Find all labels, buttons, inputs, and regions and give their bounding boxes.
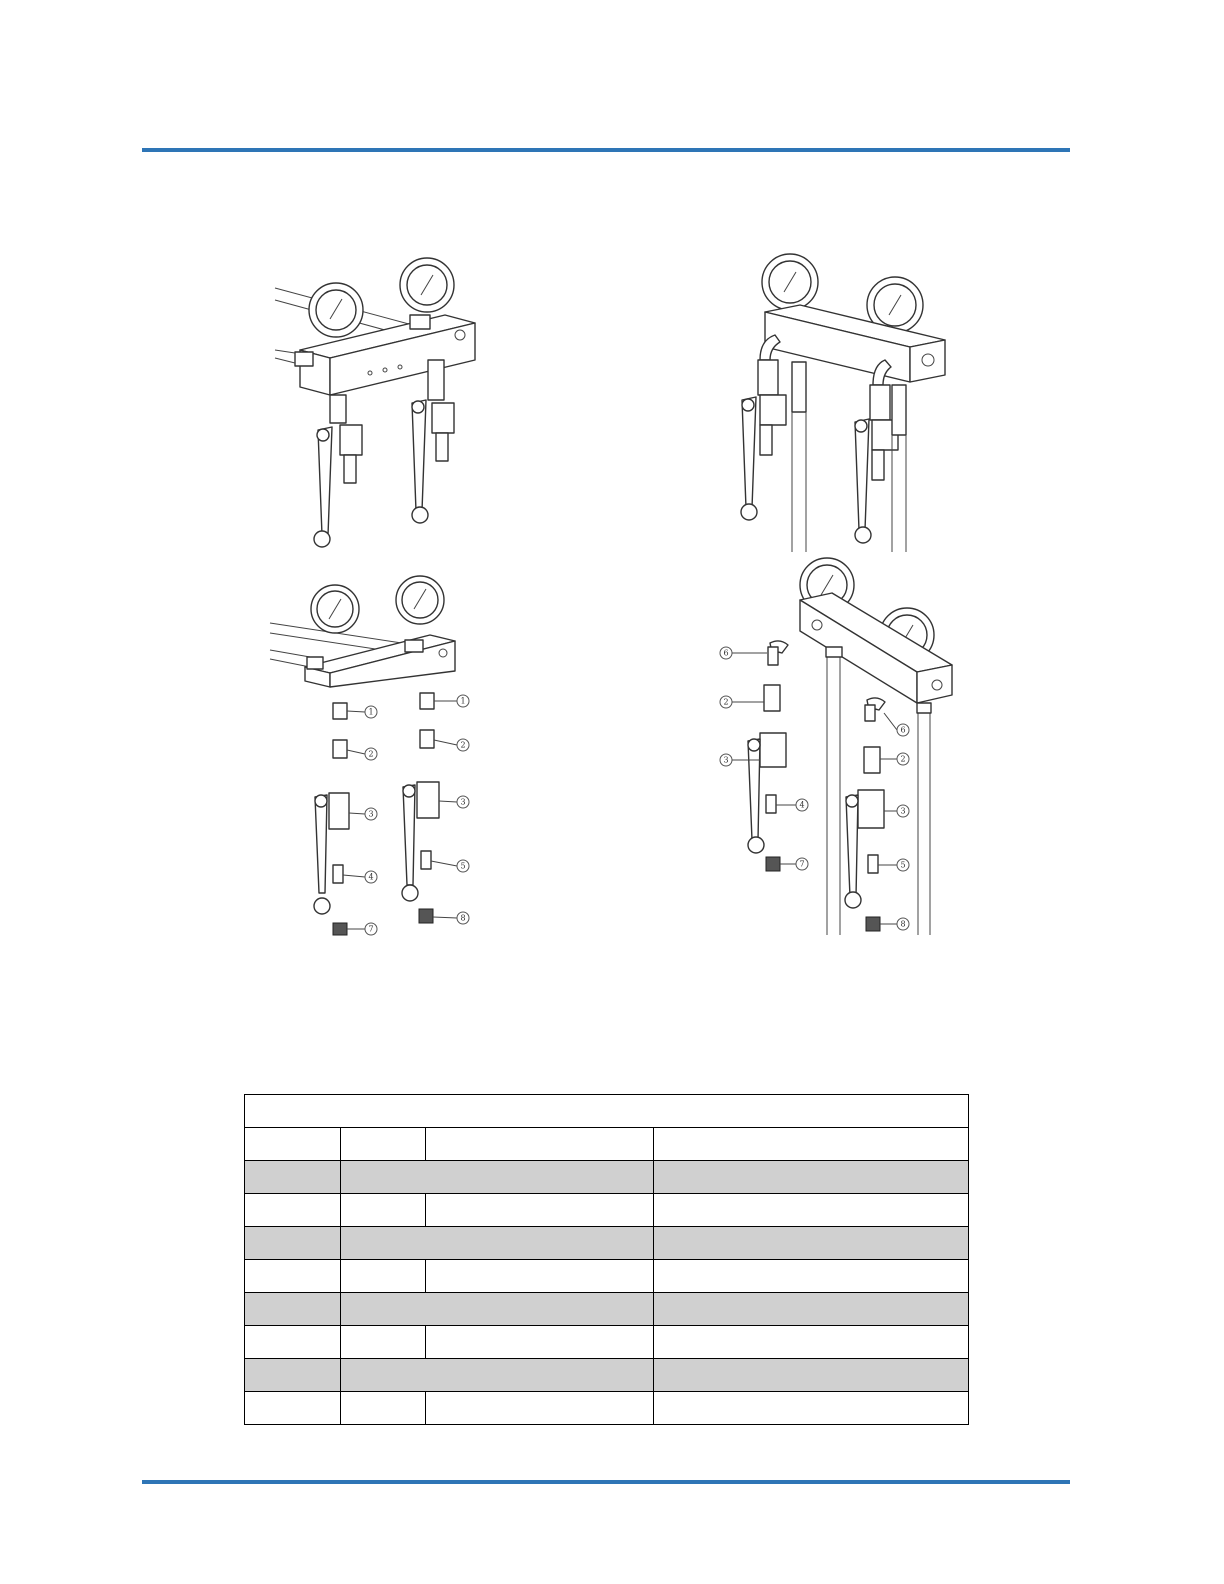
callout-label: 7 <box>799 859 805 869</box>
table-cell <box>426 1260 654 1293</box>
table-cell <box>654 1359 969 1392</box>
table-section-row <box>245 1293 969 1326</box>
exploded-column-right <box>402 693 439 923</box>
table-cell <box>654 1161 969 1194</box>
table-row <box>245 1128 969 1161</box>
table-cell <box>341 1392 426 1425</box>
table-cell <box>341 1194 426 1227</box>
callout-label: 1 <box>368 707 374 717</box>
table-cell <box>245 1359 341 1392</box>
table-cell <box>654 1326 969 1359</box>
table-cell <box>426 1128 654 1161</box>
figure-manifold-rear-exploded <box>712 555 957 940</box>
table-row <box>245 1326 969 1359</box>
header-rule <box>142 148 1070 152</box>
callout-label: 5 <box>900 860 906 870</box>
table-cell <box>341 1293 654 1326</box>
table-cell <box>245 1293 341 1326</box>
table-cell <box>654 1260 969 1293</box>
callout-label: 8 <box>460 913 466 923</box>
callout-label: 2 <box>460 740 466 750</box>
figure-manifold-rear-assembled <box>730 250 960 555</box>
table-cell <box>654 1128 969 1161</box>
callout-label: 7 <box>368 924 374 934</box>
table-cell <box>245 1392 341 1425</box>
callout-label: 2 <box>368 749 374 759</box>
callout-label: 3 <box>368 809 374 819</box>
exploded-column-left <box>748 641 788 871</box>
exploded-column-right <box>845 698 885 931</box>
table-cell <box>245 1128 341 1161</box>
callout-label: 3 <box>900 806 906 816</box>
table-title-row <box>245 1095 969 1128</box>
table-cell <box>654 1392 969 1425</box>
table-cell <box>245 1194 341 1227</box>
callout-label: 4 <box>799 800 805 810</box>
table-title <box>245 1095 969 1128</box>
table-cell <box>341 1326 426 1359</box>
table-cell <box>654 1293 969 1326</box>
callout-label: 2 <box>723 697 729 707</box>
callout-label: 6 <box>900 725 906 735</box>
callout-label: 8 <box>900 919 906 929</box>
table-row <box>245 1260 969 1293</box>
table-cell <box>426 1194 654 1227</box>
table-cell <box>341 1128 426 1161</box>
callout-label: 3 <box>460 797 466 807</box>
table-cell <box>654 1227 969 1260</box>
table-cell <box>341 1359 654 1392</box>
callout-label: 5 <box>460 861 466 871</box>
figure-manifold-front-assembled <box>270 255 480 555</box>
footer-rule <box>142 1480 1070 1484</box>
figure-manifold-front-exploded <box>265 575 480 945</box>
exploded-column-left <box>314 703 349 935</box>
table-cell <box>245 1227 341 1260</box>
table-cell <box>341 1227 654 1260</box>
table-cell <box>426 1392 654 1425</box>
parts-table <box>244 1094 969 1425</box>
callout-label: 1 <box>460 696 466 706</box>
table-cell <box>245 1260 341 1293</box>
callout-label: 2 <box>900 754 906 764</box>
table-section-row <box>245 1227 969 1260</box>
table-cell <box>341 1260 426 1293</box>
table-row <box>245 1194 969 1227</box>
table-cell <box>654 1194 969 1227</box>
callout-label: 4 <box>368 872 374 882</box>
table-row <box>245 1392 969 1425</box>
table-cell <box>341 1161 654 1194</box>
table-cell <box>426 1326 654 1359</box>
table-section-row <box>245 1161 969 1194</box>
table-section-row <box>245 1359 969 1392</box>
table-cell <box>245 1161 341 1194</box>
table-cell <box>245 1326 341 1359</box>
callout-label: 6 <box>723 648 729 658</box>
callout-label: 3 <box>723 755 729 765</box>
